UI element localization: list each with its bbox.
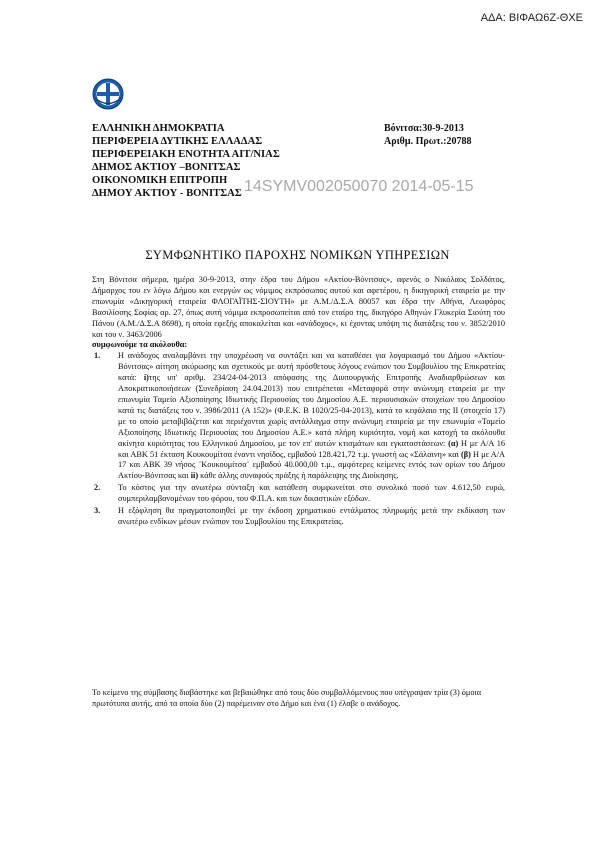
greek-emblem-icon xyxy=(92,78,124,110)
item-text: Η με Α/Α 16 και ΑΒΚ 51 έκταση Κουκουμίτσα έναντι νησίδος, εμβαδού 128.421,72 τ.μ. γνωστή ως «Σάλαινη» και xyxy=(118,438,505,459)
item-number: 3. xyxy=(94,506,101,516)
header-line: ΟΙΚΟΝΟΜΙΚΗ ΕΠΙΤΡΟΠΗ xyxy=(92,174,228,186)
item-marker: i) xyxy=(143,373,149,383)
document-title: ΣΥΜΦΩΝΗΤΙΚΟ ΠΑΡΟΧΗΣ ΝΟΜΙΚΩΝ ΥΠΗΡΕΣΙΩΝ xyxy=(145,248,450,262)
ada-code: ΑΔΑ: ΒΙΦΑΩ6Ζ-ΘΧΕ xyxy=(480,12,583,24)
item-text: Η εξόφληση θα πραγματοποιηθεί με την έκδοση χρηματικού εντάλματος πληρωμής μετά την εκδίκαση των ανωτέρω ενδίκων μέσων ενώπιον του Συμβουλίου της Επικρατείας. xyxy=(118,506,505,526)
header-line: ΔΗΜΟΣ ΑΚΤΙΟΥ –ΒΟΝΙΤΣΑΣ xyxy=(92,161,241,173)
protocol-number: Αριθμ. Πρωτ.:20788 xyxy=(384,135,472,147)
closing-paragraph: Το κείμενο της σύμβασης διαβάστηκε και βεβαιώθηκε από τους δύο συμβαλλόμενους που υπέγραψαν τρία (3) όμοια πρωτότυπα αυτής, από τα οποία δύο (2) παρέμειναν στο Δήμο και ένα (1) έλαβε ο ανάδοχος. xyxy=(92,688,482,708)
item-number: 1. xyxy=(94,351,101,361)
item-marker: (α) xyxy=(448,438,459,448)
list-item xyxy=(94,506,505,528)
list-item xyxy=(94,351,506,482)
agreement-heading: συμφωνούμε τα ακόλουθα: xyxy=(92,340,188,350)
item-text: Η ανάδοχος αναλαμβάνει την υποχρέωση να συντάξει και να καταθέσει για λογαριασμό του Δήμου «Ακτίου-Βόνιτσας» αίτηση ακύρωσης και σχετικούς με αυτή πρόσθετους λόγους ενώπιον του Συμβουλίου της Επικρατείας κατά: xyxy=(118,351,505,383)
item-text: κάθε άλλης συναφούς πράξης ή παράλειψης της Διοίκησης. xyxy=(198,471,399,481)
header-date-protocol xyxy=(384,123,471,149)
item-text: Η με Α/Α 17 και ΑΒΚ 39 νήσος ¨Κουκουμίτσα¨ εμβαδού 40.000,00 τ.μ., αμφότερες κείμενες εντός των ορίων του Δήμου Ακτίου-Βόνιτσας και xyxy=(118,449,506,481)
item-text: της υπ' αριθμ. 234/24-04-2013 απόφασης της Διυπουργικής Επιτροπής Αναδιαρθρώσεων και Αποκρατικοποιήσεων (Συνεδρίαση 24.04.2013) που επιτρέπεται «Μεταφορά στην ανώνυμη εταιρεία με την επωνυμία Ταμείο Αξιοποίησης Ιδιωτικής Περιουσίας του Δημοσίου Α.Ε. περιουσιακών στοιχείων του Δημοσίου κατά τις διατάξεις του ν. 3986/2011 (Α 152)» (Φ.Ε.Κ. Β 1020/25-04-2013), κατά το κεφάλαιο της ΙΙ (στοιχείο 17) με το οποίο μεταβιβάζεται και περιέχονται χωρίς αντάλλαγμα στην ανώνυμη εταιρεία με την επωνυμία «Ταμείο Αξιοποίησης Ιδιωτικής Περιουσίας του Δημοσίου Α.Ε.» κατά πλήρη κυριότητα, νομή και κατοχή τα ακόλουθα ακίνητα κυριότητας του Ελληνικού Δημοσίου, με τον επ' αυτών κτισμάτων και εγκαταστάσεων: xyxy=(118,373,506,448)
item-number: 2. xyxy=(94,483,101,493)
list-item xyxy=(94,483,505,505)
item-text: Το κόστος για την ανωτέρω σύνταξη και κατάθεση συμφωνείται στο συνολικό ποσό των 4.612,50 ευρώ, συμπεριλαμβανομένων του φόρου, του Φ.Π.Α. και των δικαστικών εξόδων. xyxy=(118,483,505,504)
header-line: ΕΛΛΗΝΙΚΗ ΔΗΜΟΚΡΑΤΙΑ xyxy=(92,123,225,134)
watermark-stamp: 14SYMV002050070 2014-05-15 xyxy=(244,178,474,195)
document-body xyxy=(92,275,505,529)
item-marker: (β) xyxy=(460,449,471,459)
document-date: Βόνιτσα:30-9-2013 xyxy=(384,123,464,134)
header-line: ΠΕΡΙΦΕΡΕΙΑΚΗ ΕΝΟΤΗΤΑ ΑΙΤ/ΝΙΑΣ xyxy=(92,148,280,160)
terms-list xyxy=(92,351,505,528)
header-line: ΠΕΡΙΦΕΡΕΙΑ ΔΥΤΙΚΗΣ ΕΛΛΑΔΑΣ xyxy=(92,135,263,147)
header-line: ΔΗΜΟΥ ΑΚΤΙΟΥ - ΒΟΝΙΤΣΑΣ xyxy=(92,187,242,199)
intro-paragraph: Στη Βόνιτσα σήμερα, ημέρα 30-9-2013, στην έδρα του Δήμου «Ακτίου-Βόνιτσας», αφενός ο Νικόλαος Σολδάτος, Δήμαρχος του εν λόγω Δήμου και ενεργών ως νόμιμος εκπρόσωπος αυτού και αφετέρου, η δικηγορική εταιρεία με την επωνυμία «Δικηγορική εταιρεία ΦΛΟΓΑΪΤΗΣ-ΣΙΟΥΤΗ» με Α.Μ./Δ.Σ.Α 80057 και έδρα την Αθήνα, Λεωφόρος Βασιλίσσης Σοφίας αρ. 27, όπως αυτή νόμιμα εκπροσωπείται από τον εταίρο της, δικηγόρο Αθηνών Γλυκερία Σιούτη του Πάνου (Α.Μ./Δ.Σ.Α 8698), η οποία εφεξής αποκαλείται και «ανάδοχος», κι έχοντας υπόψη τις διατάξεις του ν. 3852/2010 και του ν. 3463/2006 xyxy=(92,275,505,339)
item-marker: ii) xyxy=(190,471,199,481)
